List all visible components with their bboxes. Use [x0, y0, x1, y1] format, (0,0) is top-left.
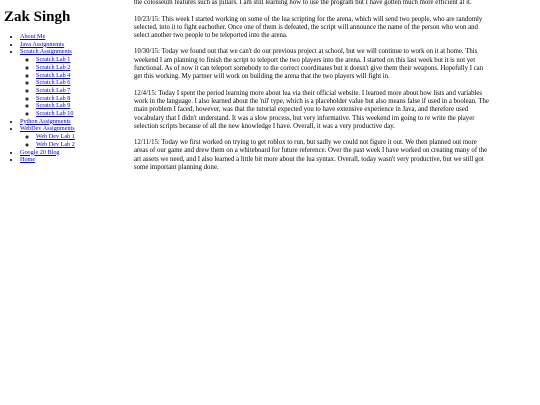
site-title: Zak Singh: [4, 9, 71, 25]
nav-list: [3, 33, 123, 164]
nav-link-scratch-lab-1[interactable]: Scratch Lab 1: [36, 56, 71, 64]
nav-link-java-assignments[interactable]: Java Assignments: [20, 40, 65, 48]
nav-link-scratch-lab-9[interactable]: Scratch Lab 9: [36, 102, 71, 110]
nav-link-scratch-lab-8[interactable]: Scratch Lab 8: [36, 94, 71, 102]
nav-link-webdev-assignments[interactable]: WebDev Assignments: [20, 125, 75, 133]
nav-item-scratch-lab-4: [36, 72, 123, 80]
nav-link-home[interactable]: Home: [20, 156, 36, 164]
nav-link-web-dev-lab-1[interactable]: Web Dev Lab 1: [36, 133, 75, 141]
nav-sublist-webdev: [20, 133, 123, 148]
nav-item-webdev-assignments: [20, 125, 123, 148]
nav-item-home: [20, 156, 123, 164]
nav-link-scratch-lab-6[interactable]: Scratch Lab 6: [36, 79, 71, 87]
nav-sublist-scratch: [20, 56, 123, 118]
nav-item-scratch-lab-1: [36, 56, 123, 64]
nav-link-scratch-lab-2[interactable]: Scratch Lab 2: [36, 63, 71, 71]
nav-item-web-dev-lab-1: [36, 133, 123, 141]
blog-paragraph-intro: the colosseum features such as pillars. I am still learning how to use the program but I have gotten much more efficient at it.: [134, 0, 472, 7]
nav-link-about-me[interactable]: About Me: [20, 33, 46, 40]
blog-entry-2015-10-23: 10/23/15: This week I started working on some of the lua scripting for the arena, which will send two people, who are randomly selected, into it to fight eachother. Once one of them is defeated, the script will announce the name of the person who won and select another two people to be teleported into the arena.: [134, 15, 483, 40]
sidebar-nav: [3, 33, 123, 164]
nav-item-scratch-lab-6: [36, 79, 123, 87]
nav-item-web-dev-lab-2: [36, 141, 123, 149]
nav-item-java-assignments: [20, 41, 123, 49]
nav-item-python-assignments: [20, 118, 123, 126]
blog-entry-2015-12-11: 12/11/15: Today we first worked on trying to get roblox to run, but sadly we could not figure it out. We then planned out more areas of our game and drew them on a whiteboard for future reference. Over the past week I have worked on creating many of the art assets we need, and I also learned a little bit more about the lua syntax. Overall, today wasn't very productive, but we still got some important planning done.: [134, 139, 488, 172]
nav-link-scratch-lab-4[interactable]: Scratch Lab 4: [36, 71, 71, 79]
nav-item-scratch-lab-9: [36, 102, 123, 110]
nav-item-scratch-lab-8: [36, 95, 123, 103]
nav-link-python-assignments[interactable]: Python Assignments: [20, 117, 71, 125]
nav-item-scratch-assignments: [20, 48, 123, 117]
nav-link-scratch-lab-7[interactable]: Scratch Lab 7: [36, 86, 71, 94]
nav-item-scratch-lab-7: [36, 87, 123, 95]
nav-item-google-20-blog: [20, 149, 123, 157]
nav-link-web-dev-lab-2[interactable]: Web Dev Lab 2: [36, 140, 75, 148]
blog-entry-2015-10-30: 10/30/15: Today we found out that we can't do our previous project at school, but we will continue to work on it at home. This weekend I am planning to finish the script to teleport the two players into the arena. I started on this last week but it is not yet functional. As of now it can teleport somebody to the correct coordinates but it doesn't give them their weapons. Hopefully I can get this working. My partner will work on building the arena that the two players will fight in.: [134, 48, 484, 81]
nav-item-scratch-lab-10: [36, 110, 123, 118]
nav-link-scratch-assignments[interactable]: Scratch Assignments: [20, 48, 72, 56]
blog-entry-2015-12-04: 12/4/15: Today I spent the period learning more about lua via their official website. I learned more about how lists and variables work in the language. I also learned about the 'nil' type, which is a placeholder value but also means false if used in a boolean. The main problem I faced, however, was that the tutorial expected you to have extensive experience in Java, and therefore used vocabulary that I didn't understand. It was a slow process, but very informative. This weekend im going to re write the player selection scripts because of all the new knowledge I have. Overall, it was a very productive day.: [134, 89, 489, 130]
nav-item-scratch-lab-2: [36, 64, 123, 72]
nav-link-scratch-lab-10[interactable]: Scratch Lab 10: [36, 110, 74, 118]
blog-content: [134, 0, 489, 180]
nav-item-about-me: [20, 33, 123, 41]
nav-link-google-20-blog[interactable]: Google 20 Blog: [20, 148, 60, 156]
